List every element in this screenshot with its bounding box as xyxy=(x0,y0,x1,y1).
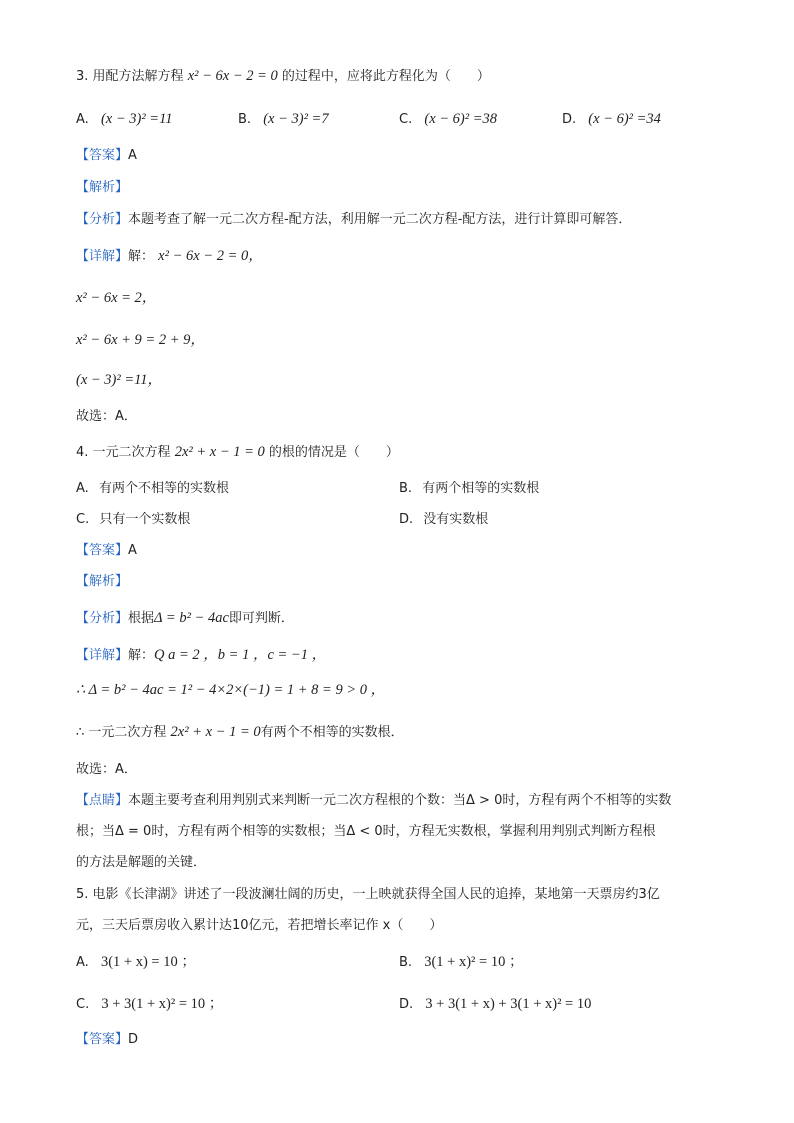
q4-dianjing-line-1 xyxy=(76,791,671,811)
option-text: (x − 3)² =7 xyxy=(263,111,329,127)
q3-option-c[interactable] xyxy=(399,109,497,130)
q3-step-4: (x − 3)² =11， xyxy=(76,372,163,388)
fenxi-tag: 【分析】 xyxy=(76,611,129,626)
option-text: 有两个相等的实数根 xyxy=(422,481,540,496)
q5-option-d[interactable] xyxy=(399,994,591,1015)
q3-stem xyxy=(76,66,490,87)
result-prefix: ∴ 一元二次方程 xyxy=(76,725,167,740)
answer-value: A xyxy=(128,148,137,163)
option-label: C. xyxy=(76,512,90,527)
answer-tag: 【答案】 xyxy=(76,543,129,558)
detail-values: Q a = 2 ，b = 1 ，c = −1 ， xyxy=(154,647,327,663)
q4-dianjing-line-3: 的方法是解题的关键． xyxy=(76,855,207,870)
q5-option-b[interactable] xyxy=(399,952,523,973)
q4-dianjing-line-2: 根；当Δ = 0时，方程有两个相等的实数根；当Δ < 0时，方程无实数根，掌握利用判别式判断方程根 xyxy=(76,824,656,839)
detail-tag: 【详解】 xyxy=(76,648,129,663)
q4-analysis-heading xyxy=(76,572,128,592)
q3-step-3: x² − 6x + 9 = 2 + 9， xyxy=(76,332,205,348)
q4-step-calc: ∴ Δ = b² − 4ac = 1² − 4×2×(−1) = 1 + 8 = 9 > 0 ， xyxy=(76,682,386,698)
q4-option-c[interactable] xyxy=(76,510,190,530)
detail-step-1: x² − 6x − 2 = 0， xyxy=(158,248,263,264)
analysis-tag: 【解析】 xyxy=(76,180,129,195)
q3-option-d[interactable] xyxy=(562,109,661,130)
q4-option-d[interactable] xyxy=(399,510,488,530)
detail-prefix: 解： xyxy=(128,648,155,663)
q4-conclusion: 故选：A． xyxy=(76,762,137,777)
answer-value: A xyxy=(128,543,137,558)
option-label: D. xyxy=(399,512,414,527)
q3-analysis-heading xyxy=(76,178,128,198)
option-label: C. xyxy=(76,997,90,1012)
answer-tag: 【答案】 xyxy=(76,148,129,163)
q3-answer xyxy=(76,146,137,166)
option-label: B. xyxy=(399,481,413,496)
q3-option-a[interactable] xyxy=(76,109,173,130)
q4-option-a[interactable] xyxy=(76,479,229,499)
fenxi-text: 本题考查了解一元二次方程-配方法，利用解一元二次方程-配方法，进行计算即可解答． xyxy=(128,212,632,227)
q3-detail xyxy=(76,246,263,267)
option-label: B. xyxy=(399,955,413,970)
q4-option-b[interactable] xyxy=(399,479,539,499)
option-text: 只有一个实数根 xyxy=(99,512,191,527)
answer-value: D xyxy=(128,1032,139,1047)
dianjing-text: 本题主要考查利用判别式来判断一元二次方程根的个数：当Δ > 0时，方程有两个不相等的实数 xyxy=(128,793,672,808)
q5-option-a[interactable] xyxy=(76,952,196,973)
q4-stem-suffix: 的根的情况是（ ） xyxy=(268,445,399,460)
q3-fenxi xyxy=(76,210,631,230)
option-text: (x − 6)² =34 xyxy=(588,111,661,127)
q4-equation: 2x² + x − 1 = 0 xyxy=(174,444,265,460)
option-label: B. xyxy=(238,112,252,127)
q4-step-result xyxy=(76,722,404,743)
q5-answer xyxy=(76,1030,138,1050)
fenxi-suffix: 即可判断． xyxy=(228,611,294,626)
option-label: A. xyxy=(76,112,89,127)
result-suffix: 有两个不相等的实数根． xyxy=(260,725,404,740)
option-label: A. xyxy=(76,955,89,970)
detail-prefix: 解： xyxy=(128,249,155,264)
q5-option-c[interactable] xyxy=(76,994,223,1015)
option-text: 3(1 + x) = 10 ； xyxy=(100,954,196,970)
option-text: (x − 6)² =38 xyxy=(424,111,497,127)
q4-detail xyxy=(76,645,326,666)
q4-fenxi xyxy=(76,608,294,629)
q3-option-b[interactable] xyxy=(238,109,329,130)
q5-stem-line-2: 元，三天后票房收入累计达10亿元，若把增长率记作 x（ ） xyxy=(76,918,443,933)
option-text: 没有实数根 xyxy=(423,512,489,527)
fenxi-prefix: 根据 xyxy=(128,611,155,626)
q4-stem xyxy=(76,442,399,463)
q3-conclusion: 故选：A． xyxy=(76,409,137,424)
dianjing-tag: 【点睛】 xyxy=(76,793,129,808)
option-text: 3 + 3(1 + x) + 3(1 + x)² = 10 xyxy=(425,996,592,1012)
q4-stem-prefix: 4. 一元二次方程 xyxy=(76,445,171,460)
analysis-tag: 【解析】 xyxy=(76,574,129,589)
option-text: (x − 3)² =11 xyxy=(100,111,173,127)
option-label: D. xyxy=(562,112,577,127)
option-label: A. xyxy=(76,481,89,496)
fenxi-tag: 【分析】 xyxy=(76,212,129,227)
fenxi-formula: Δ = b² − 4ac xyxy=(154,610,229,626)
q3-equation: x² − 6x − 2 = 0 xyxy=(187,68,278,84)
option-text: 3(1 + x)² = 10 ； xyxy=(424,954,524,970)
option-label: C. xyxy=(399,112,413,127)
option-label: D. xyxy=(399,997,414,1012)
q3-stem-suffix: 的过程中，应将此方程化为（ ） xyxy=(281,69,490,84)
q3-stem-prefix: 3. 用配方法解方程 xyxy=(76,69,184,84)
result-equation: 2x² + x − 1 = 0 xyxy=(170,724,261,740)
q3-step-2: x² − 6x = 2， xyxy=(76,290,157,306)
q5-stem-line-1: 5. 电影《长津湖》讲述了一段波澜壮阔的历史，一上映就获得全国人民的追捧，某地第一天票房约3亿 xyxy=(76,887,660,902)
q4-answer xyxy=(76,541,137,561)
option-text: 有两个不相等的实数根 xyxy=(98,481,229,496)
option-text: 3 + 3(1 + x)² = 10 ； xyxy=(101,996,224,1012)
detail-tag: 【详解】 xyxy=(76,249,129,264)
answer-tag: 【答案】 xyxy=(76,1032,129,1047)
